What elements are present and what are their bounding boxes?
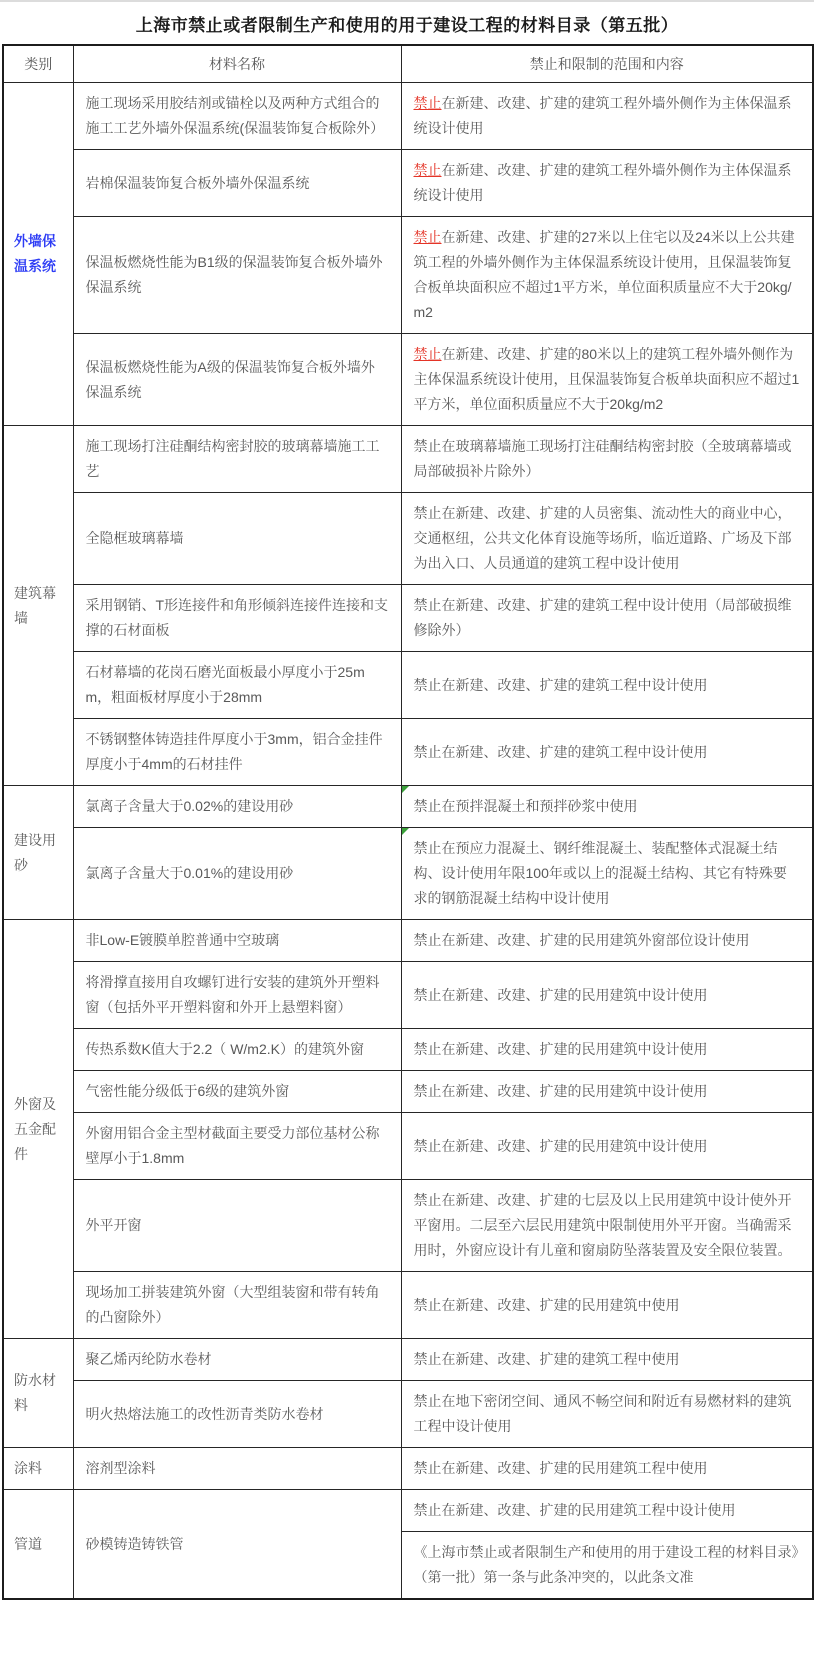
table-row <box>3 719 813 786</box>
table-row <box>3 1272 813 1339</box>
material-cell: 现场加工拼装建筑外窗（大型组装窗和带有转角的凸窗除外） <box>73 1272 401 1339</box>
restriction-cell: 禁止在地下密闭空间、通风不畅空间和附近有易燃材料的建筑工程中设计使用 <box>401 1381 813 1448</box>
material-cell: 溶剂型涂料 <box>73 1448 401 1490</box>
prohibit-highlight: 禁止 <box>413 95 442 111</box>
material-cell: 全隐框玻璃幕墙 <box>73 493 401 585</box>
header-material-name: 材料名称 <box>73 45 401 83</box>
category-cell: 外窗及五金配件 <box>3 920 73 1339</box>
category-cell: 防水材料 <box>3 1339 73 1448</box>
restriction-cell: 禁止在新建、改建、扩建的民用建筑中设计使用 <box>401 962 813 1029</box>
category-cell: 建设用砂 <box>3 786 73 920</box>
restriction-cell: 禁止在新建、改建、扩建的民用建筑工程中设计使用 <box>401 1490 813 1532</box>
restriction-cell: 禁止在新建、改建、扩建的建筑工程中设计使用 <box>401 719 813 786</box>
restriction-cell: 禁止在新建、改建、扩建的民用建筑中设计使用 <box>401 1029 813 1071</box>
material-cell: 氯离子含量大于0.01%的建设用砂 <box>73 828 401 920</box>
prohibit-highlight: 禁止 <box>413 162 442 178</box>
materials-table <box>2 44 814 1600</box>
materials-table-body <box>3 83 813 1600</box>
category-cell: 建筑幕墙 <box>3 426 73 786</box>
material-cell: 聚乙烯丙纶防水卷材 <box>73 1339 401 1381</box>
table-row <box>3 493 813 585</box>
comment-marker-icon <box>402 828 409 835</box>
category-cell: 管道 <box>3 1490 73 1600</box>
material-cell: 传热系数K值大于2.2（ W/m2.K）的建筑外窗 <box>73 1029 401 1071</box>
material-cell: 保温板燃烧性能为B1级的保温装饰复合板外墙外保温系统 <box>73 217 401 334</box>
table-row <box>3 828 813 920</box>
material-cell: 外窗用铝合金主型材截面主要受力部位基材公称壁厚小于1.8mm <box>73 1113 401 1180</box>
table-row <box>3 426 813 493</box>
comment-marker-icon <box>402 786 409 793</box>
table-row <box>3 920 813 962</box>
category-cell: 外墙保温系统 <box>3 83 73 426</box>
table-row <box>3 334 813 426</box>
table-row <box>3 652 813 719</box>
prohibit-highlight: 禁止 <box>413 346 442 362</box>
table-row <box>3 1180 813 1272</box>
restriction-cell: 禁止在新建、改建、扩建的80米以上的建筑工程外墙外侧作为主体保温系统设计使用，且保温装饰复合板单块面积应不超过1平方米，单位面积质量应不大于20kg/m2 <box>401 334 813 426</box>
restriction-cell: 禁止在新建、改建、扩建的建筑工程外墙外侧作为主体保温系统设计使用 <box>401 83 813 150</box>
restriction-cell: 禁止在新建、改建、扩建的七层及以上民用建筑中设计使外开平窗用。二层至六层民用建筑中限制使用外平开窗。当确需采用时，外窗应设计有儿童和窗扇防坠落装置及安全限位装置。 <box>401 1180 813 1272</box>
restriction-cell: 禁止在新建、改建、扩建的民用建筑中设计使用 <box>401 1113 813 1180</box>
header-restriction-scope: 禁止和限制的范围和内容 <box>401 45 813 83</box>
table-row <box>3 1339 813 1381</box>
restriction-cell: 禁止在新建、改建、扩建的民用建筑外窗部位设计使用 <box>401 920 813 962</box>
restriction-cell: 禁止在玻璃幕墙施工现场打注硅酮结构密封胶（全玻璃幕墙或局部破损补片除外） <box>401 426 813 493</box>
material-cell: 将滑撑直接用自攻螺钉进行安装的建筑外开塑料窗（包括外平开塑料窗和外开上悬塑料窗） <box>73 962 401 1029</box>
material-cell: 采用钢销、T形连接件和角形倾斜连接件连接和支撑的石材面板 <box>73 585 401 652</box>
restriction-cell: 禁止在新建、改建、扩建的建筑工程外墙外侧作为主体保温系统设计使用 <box>401 150 813 217</box>
restriction-cell: 禁止在新建、改建、扩建的建筑工程中设计使用（局部破损维修除外） <box>401 585 813 652</box>
table-row <box>3 1490 813 1532</box>
restriction-cell: 禁止在新建、改建、扩建的民用建筑中设计使用 <box>401 1071 813 1113</box>
table-row <box>3 786 813 828</box>
table-row <box>3 585 813 652</box>
restriction-cell: 禁止在预应力混凝土、钢纤维混凝土、装配整体式混凝土结构、设计使用年限100年或以上的混凝土结构、其它有特殊要求的钢筋混凝土结构中设计使用 <box>401 828 813 920</box>
table-row <box>3 83 813 150</box>
material-cell: 施工现场打注硅酮结构密封胶的玻璃幕墙施工工艺 <box>73 426 401 493</box>
material-cell: 氯离子含量大于0.02%的建设用砂 <box>73 786 401 828</box>
material-cell: 砂模铸造铸铁管 <box>73 1490 401 1600</box>
material-cell: 非Low-E镀膜单腔普通中空玻璃 <box>73 920 401 962</box>
table-row <box>3 217 813 334</box>
table-row <box>3 1113 813 1180</box>
material-cell: 保温板燃烧性能为A级的保温装饰复合板外墙外保温系统 <box>73 334 401 426</box>
material-cell: 施工现场采用胶结剂或锚栓以及两种方式组合的施工工艺外墙外保温系统(保温装饰复合板除外） <box>73 83 401 150</box>
table-row <box>3 1071 813 1113</box>
table-row <box>3 1029 813 1071</box>
category-cell: 涂料 <box>3 1448 73 1490</box>
material-cell: 气密性能分级低于6级的建筑外窗 <box>73 1071 401 1113</box>
material-cell: 石材幕墙的花岗石磨光面板最小厚度小于25mm，粗面板材厚度小于28mm <box>73 652 401 719</box>
table-row <box>3 1381 813 1448</box>
restriction-cell: 禁止在新建、改建、扩建的建筑工程中使用 <box>401 1339 813 1381</box>
table-row <box>3 1448 813 1490</box>
material-cell: 岩棉保温装饰复合板外墙外保温系统 <box>73 150 401 217</box>
page-title: 上海市禁止或者限制生产和使用的用于建设工程的材料目录（第五批） <box>135 16 679 35</box>
table-row <box>3 962 813 1029</box>
restriction-cell: 禁止在预拌混凝土和预拌砂浆中使用 <box>401 786 813 828</box>
restriction-cell: 禁止在新建、改建、扩建的27米以上住宅以及24米以上公共建筑工程的外墙外侧作为主体保温系统设计使用，且保温装饰复合板单块面积应不超过1平方米，单位面积质量应不大于20kg/m2 <box>401 217 813 334</box>
material-cell: 明火热熔法施工的改性沥青类防水卷材 <box>73 1381 401 1448</box>
table-row <box>3 150 813 217</box>
restriction-cell: 禁止在新建、改建、扩建的民用建筑工程中使用 <box>401 1448 813 1490</box>
header-row <box>3 45 813 83</box>
restriction-cell: 《上海市禁止或者限制生产和使用的用于建设工程的材料目录》（第一批）第一条与此条冲突的，以此条文准 <box>401 1532 813 1600</box>
restriction-cell: 禁止在新建、改建、扩建的民用建筑中使用 <box>401 1272 813 1339</box>
restriction-cell: 禁止在新建、改建、扩建的人员密集、流动性大的商业中心，交通枢纽，公共文化体育设施等场所，临近道路、广场及下部为出入口、人员通道的建筑工程中设计使用 <box>401 493 813 585</box>
material-cell: 外平开窗 <box>73 1180 401 1272</box>
prohibit-highlight: 禁止 <box>413 229 442 245</box>
header-category: 类别 <box>3 45 73 83</box>
material-cell: 不锈钢整体铸造挂件厚度小于3mm，铝合金挂件厚度小于4mm的石材挂件 <box>73 719 401 786</box>
restriction-cell: 禁止在新建、改建、扩建的建筑工程中设计使用 <box>401 652 813 719</box>
